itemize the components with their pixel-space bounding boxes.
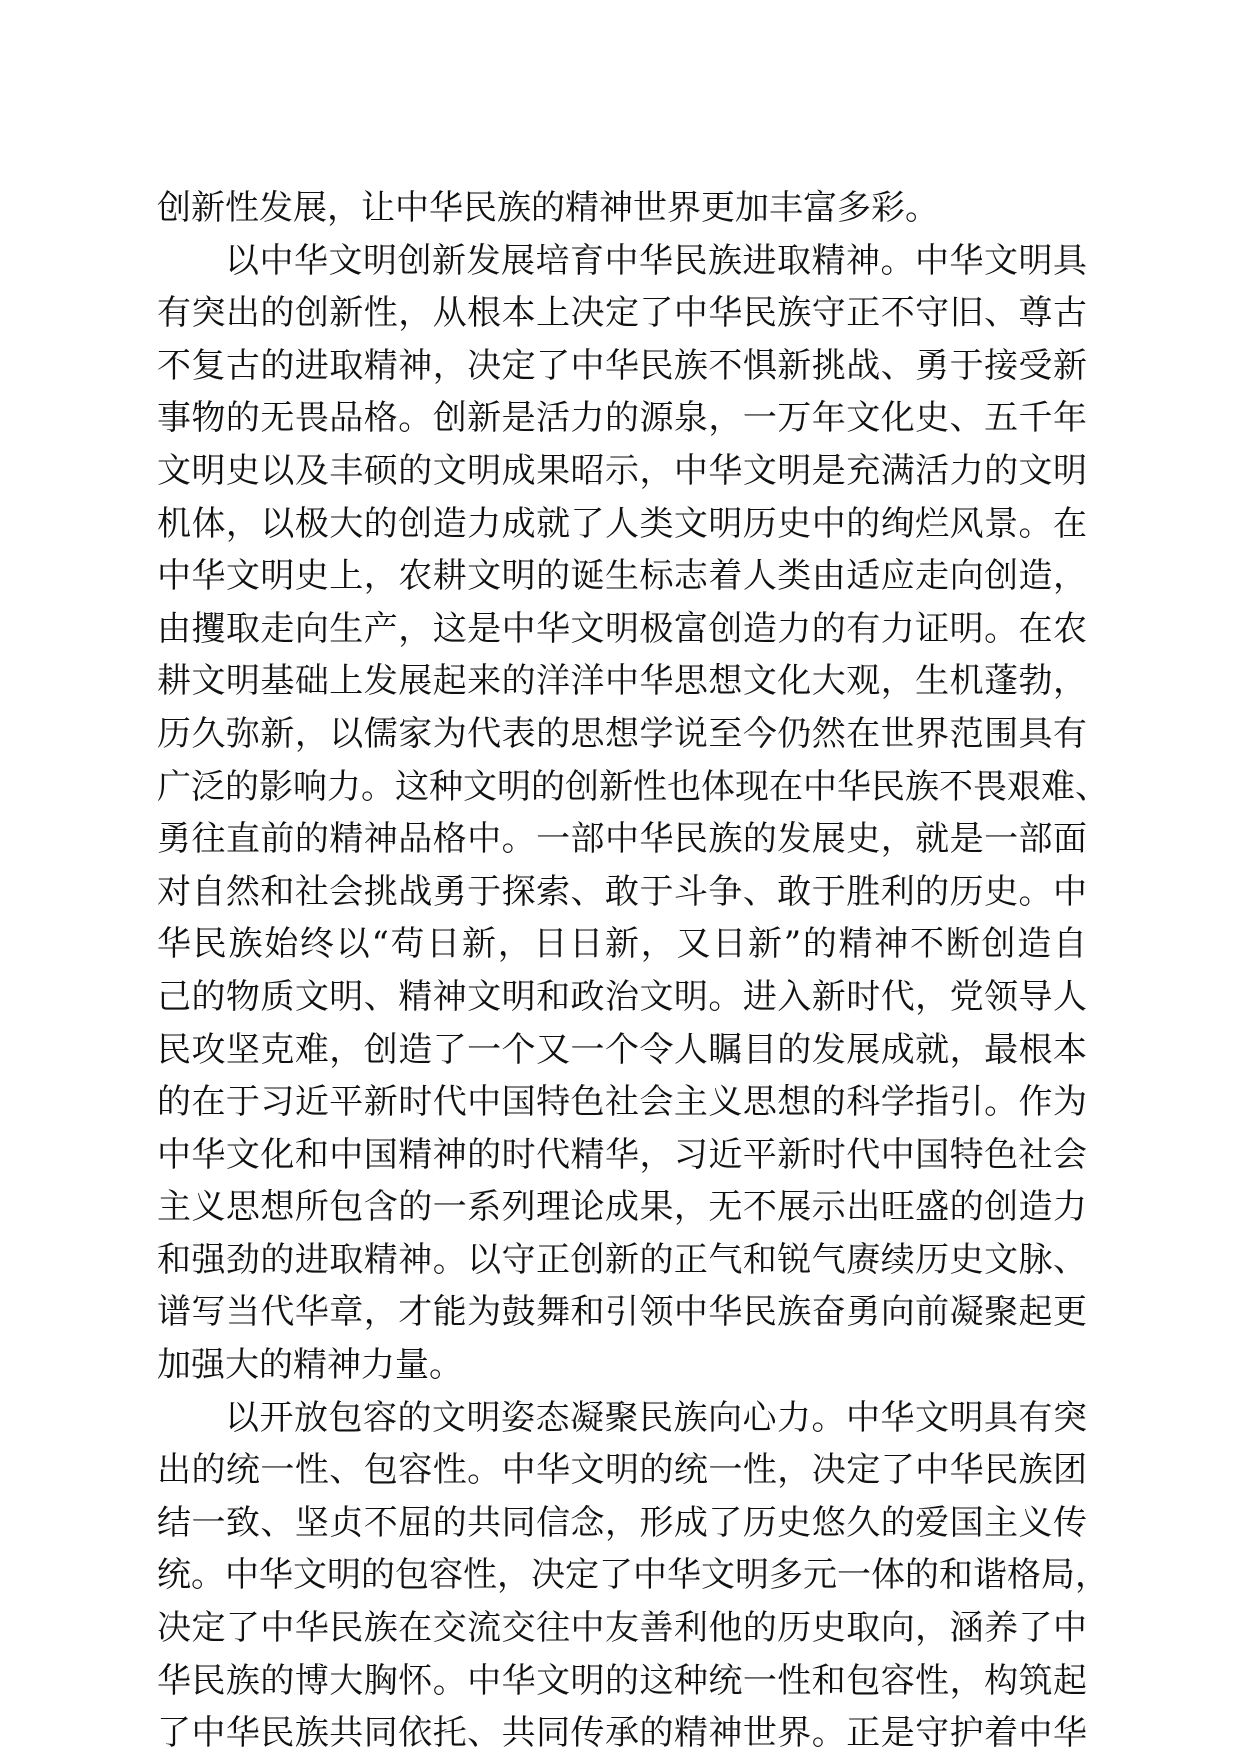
paragraph-line: 对自然和社会挑战勇于探索、敢于斗争、敢于胜利的历史。中 (157, 871, 1087, 912)
paragraph-line: 不复古的进取精神，决定了中华民族不惧新挑战、勇于接受新 (157, 345, 1087, 386)
paragraph-line: 广泛的影响力。这种文明的创新性也体现在中华民族不畏艰难、 (157, 766, 1109, 807)
paragraph-line: 加强大的精神力量。 (157, 1345, 463, 1386)
paragraph-line: 主义思想所包含的一系列理论成果，无不展示出旺盛的创造力 (157, 1187, 1087, 1228)
paragraph-line: 由攫取走向生产，这是中华文明极富创造力的有力证明。在农 (157, 608, 1087, 649)
paragraph-line: 民攻坚克难，创造了一个又一个令人瞩目的发展成就，最根本 (157, 1029, 1087, 1070)
paragraph-line: 事物的无畏品格。创新是活力的源泉，一万年文化史、五千年 (157, 398, 1087, 439)
paragraph-line: 以中华文明创新发展培育中华民族进取精神。中华文明具 (225, 240, 1087, 281)
paragraph-line: 中华文化和中国精神的时代精华，习近平新时代中国特色社会 (157, 1134, 1087, 1175)
paragraph-line: 出的统一性、包容性。中华文明的统一性，决定了中华民族团 (157, 1450, 1087, 1491)
paragraph-line: 华民族的博大胸怀。中华文明的这种统一性和包容性，构筑起 (157, 1660, 1087, 1701)
paragraph-line: 的在于习近平新时代中国特色社会主义思想的科学指引。作为 (157, 1082, 1087, 1123)
paragraph-line: 己的物质文明、精神文明和政治文明。进入新时代，党领导人 (157, 976, 1087, 1017)
paragraph-line: 和强劲的进取精神。以守正创新的正气和锐气赓续历史文脉、 (157, 1239, 1087, 1280)
paragraph-line: 有突出的创新性，从根本上决定了中华民族守正不守旧、尊古 (157, 293, 1087, 334)
paragraph-line: 统。中华文明的包容性，决定了中华文明多元一体的和谐格局， (157, 1555, 1109, 1596)
paragraph-line: 创新性发展，让中华民族的精神世界更加丰富多彩。 (157, 188, 939, 228)
paragraph-line: 谱写当代华章，才能为鼓舞和引领中华民族奋勇向前凝聚起更 (157, 1292, 1087, 1333)
paragraph-line: 以开放包容的文明姿态凝聚民族向心力。中华文明具有突 (225, 1397, 1087, 1438)
paragraph-line: 结一致、坚贞不屈的共同信念，形成了历史悠久的爱国主义传 (157, 1502, 1087, 1543)
paragraph-line: 勇往直前的精神品格中。一部中华民族的发展史，就是一部面 (157, 819, 1087, 860)
body-text (157, 182, 1109, 1760)
paragraph-line: 耕文明基础上发展起来的洋洋中华思想文化大观，生机蓬勃， (157, 661, 1087, 702)
paragraph-line: 决定了中华民族在交流交往中友善利他的历史取向，涵养了中 (157, 1608, 1087, 1649)
paragraph-line: 华民族始终以“苟日新，日日新，又日新”的精神不断创造自 (157, 924, 1087, 965)
paragraph-line: 机体，以极大的创造力成就了人类文明历史中的绚烂风景。在 (157, 503, 1087, 544)
paragraph-line: 中华文明史上，农耕文明的诞生标志着人类由适应走向创造， (157, 556, 1087, 597)
paragraph-line: 历久弥新，以儒家为代表的思想学说至今仍然在世界范围具有 (157, 713, 1087, 754)
paragraph-line: 了中华民族共同依托、共同传承的精神世界。正是守护着中华 (157, 1713, 1087, 1754)
paragraph-line: 文明史以及丰硕的文明成果昭示，中华文明是充满活力的文明 (157, 450, 1087, 491)
